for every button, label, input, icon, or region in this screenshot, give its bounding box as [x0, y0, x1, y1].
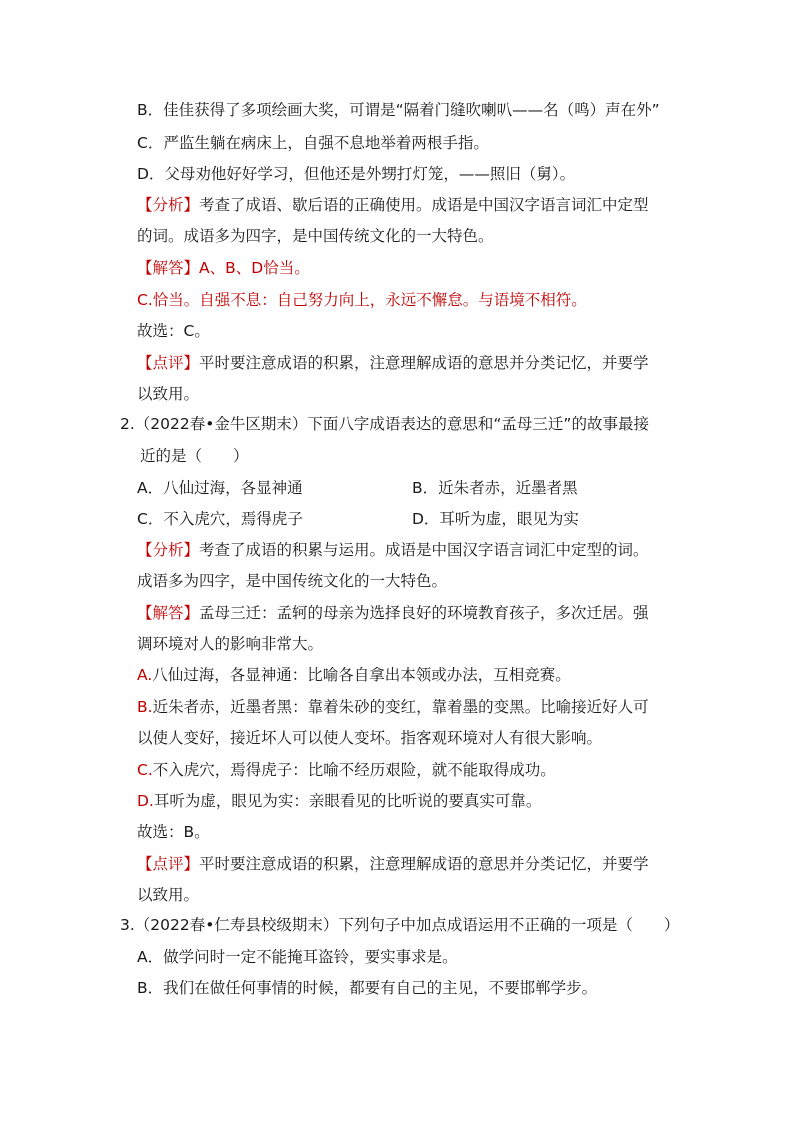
q2-explain-c: [137, 760, 556, 780]
q1-analysis: [137, 195, 649, 215]
q2-stem: 2.（2022春•金牛区期末）下面八字成语表达的意思和“孟母三迁”的故事最接: [120, 415, 649, 433]
q3-stem: 3.（2022春•仁寿县校级期末）下列句子中加点成语运用不正确的一项是（ ）: [120, 916, 680, 934]
q2-explain-b: [137, 697, 649, 717]
q1-analysis-cont: 的词。成语多为四字，是中国传统文化的一大特色。: [137, 227, 494, 245]
q2-analysis: [137, 540, 649, 560]
analysis-text: 考查了成语的积累与运用。成语是中国汉字语言词汇中定型的词。: [199, 541, 649, 559]
comment-text: 平时要注意成语的积累，注意理解成语的意思并分类记忆，并要学: [199, 354, 649, 372]
q2-comment-cont: 以致用。: [137, 886, 200, 904]
analysis-text: 考查了成语、歇后语的正确使用。成语是中国汉字语言词汇中定型: [199, 196, 649, 214]
q2-explain-b-cont: 以使人变好，接近坏人可以使人变坏。指客观环境对人有很大影响。: [137, 729, 603, 747]
comment-tag: 【点评】: [137, 354, 200, 372]
answer-tag: 【解答】: [137, 604, 200, 622]
comment-tag: 【点评】: [137, 855, 200, 873]
explain-label: B.: [137, 698, 153, 716]
q3-option-a: A．做学问时一定不能掩耳盗铃，要实事求是。: [137, 948, 458, 966]
q2-answer-cont: 调环境对人的影响非常大。: [137, 635, 324, 653]
analysis-tag: 【分析】: [137, 196, 200, 214]
q1-answer-c: C.恰当。自强不息：自己努力向上，永远不懈怠。与语境不相符。: [137, 291, 587, 309]
q1-option-b: B．佳佳获得了多项绘画大奖，可谓是“隔着门缝吹喇叭——名（鸣）声在外”: [137, 101, 660, 119]
answer-text: A、B、D恰当。: [199, 259, 310, 277]
explain-label: D.: [137, 792, 154, 810]
q2-option-d: D．耳听为虚，眼见为实: [412, 510, 579, 528]
q1-comment: [137, 353, 649, 373]
answer-tag: 【解答】: [137, 259, 200, 277]
q2-option-c: C．不入虎穴，焉得虎子: [137, 510, 303, 528]
answer-text: 孟母三迁：孟轲的母亲为选择良好的环境教育孩子，多次迁居。强: [199, 604, 649, 622]
explain-label: A.: [137, 666, 153, 684]
explain-text: 近朱者赤，近墨者黑：靠着朱砂的变红，靠着墨的变黑。比喻接近好人可: [152, 698, 649, 716]
analysis-tag: 【分析】: [137, 541, 200, 559]
q1-option-c: C．严监生躺在病床上，自强不息地举着两根手指。: [137, 134, 489, 152]
explain-label: C.: [137, 761, 153, 779]
q1-option-d: D．父母劝他好好学习，但他还是外甥打灯笼，——照旧（舅）。: [137, 165, 576, 183]
comment-text: 平时要注意成语的积累，注意理解成语的意思并分类记忆，并要学: [199, 855, 649, 873]
q2-stem-cont: 近的是（ ）: [140, 447, 249, 465]
q1-comment-cont: 以致用。: [137, 385, 200, 403]
q2-explain-d: [137, 791, 541, 811]
q3-option-b: B．我们在做任何事情的时候，都要有自己的主见，不要邯郸学步。: [137, 979, 598, 997]
q2-option-a: A．八仙过海，各显神通: [137, 479, 303, 497]
explain-text: 耳听为虚，眼见为实：亲眼看见的比听说的要真实可靠。: [153, 792, 542, 810]
q2-option-b: B．近朱者赤，近墨者黑: [412, 479, 578, 497]
q2-choice: 故选：B。: [137, 823, 210, 841]
q2-explain-a: [137, 665, 571, 685]
q1-choice: 故选：C。: [137, 322, 210, 340]
explain-text: 不入虎穴，焉得虎子：比喻不经历艰险，就不能取得成功。: [152, 761, 556, 779]
q2-comment: [137, 854, 649, 874]
q1-answer: [137, 258, 310, 278]
explain-text: 八仙过海，各显神通：比喻各自拿出本领或办法，互相竞赛。: [152, 666, 571, 684]
q2-answer: [137, 603, 649, 623]
q2-analysis-cont: 成语多为四字，是中国传统文化的一大特色。: [137, 572, 448, 590]
